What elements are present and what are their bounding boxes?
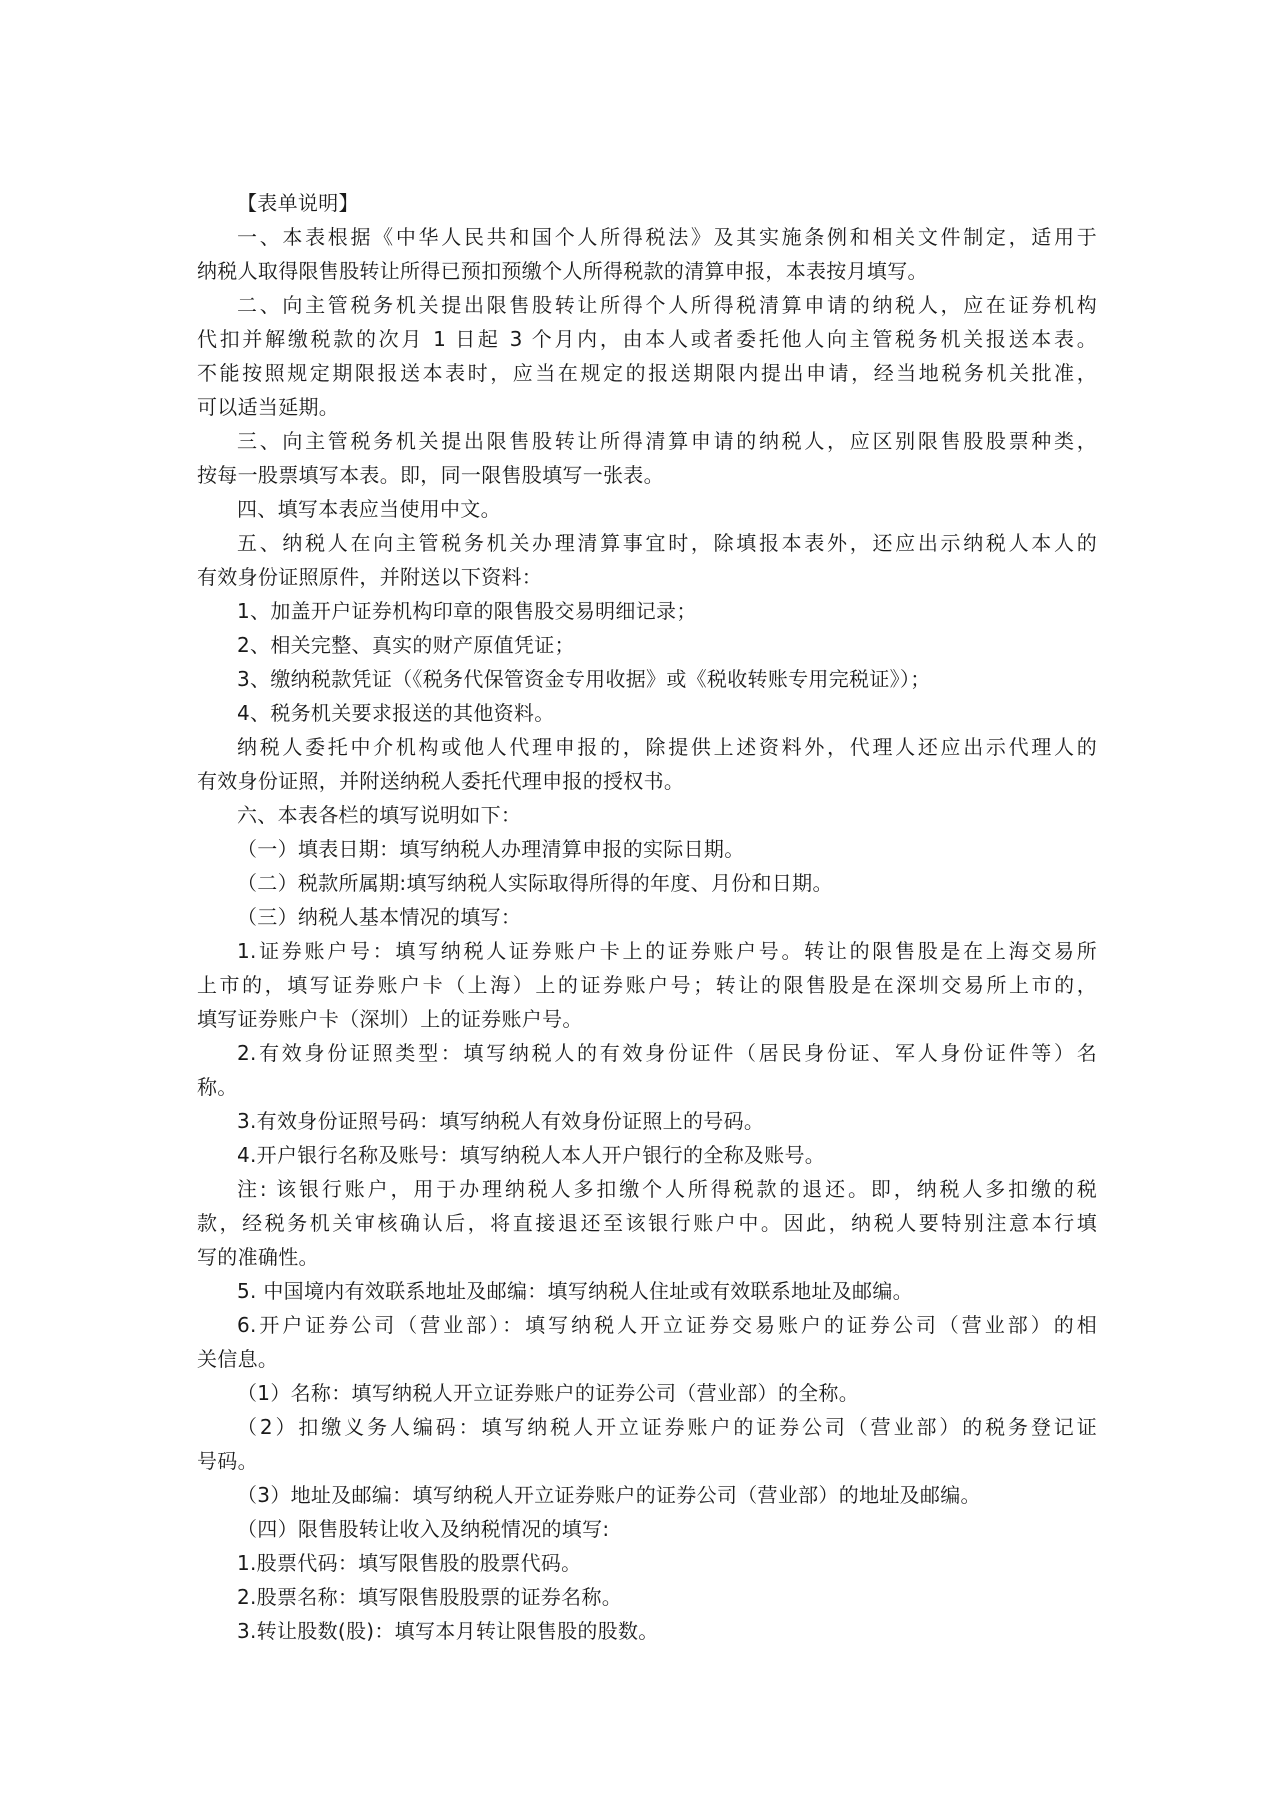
- text-line: 2.股票名称：填写限售股股票的证券名称。: [237, 1585, 623, 1609]
- text-line: 关信息。: [197, 1347, 279, 1371]
- text-line: （二）税款所属期:填写纳税人实际取得所得的年度、月份和日期。: [237, 871, 833, 895]
- text-line: 不能按照规定期限报送本表时，应当在规定的报送期限内提出申请，经当地税务机关批准，: [197, 361, 1097, 385]
- text-line: 6.开户证券公司（营业部）：填写纳税人开立证券交易账户的证券公司（营业部）的相: [237, 1313, 1097, 1337]
- text-line: 上市的，填写证券账户卡（上海）上的证券账户号；转让的限售股是在深圳交易所上市的，: [197, 973, 1097, 997]
- text-line: 3、缴纳税款凭证（《税务代保管资金专用收据》或《税收转账专用完税证》）；: [237, 667, 931, 691]
- text-line: 写的准确性。: [197, 1245, 319, 1269]
- text-line: 4.开户银行名称及账号：填写纳税人本人开户银行的全称及账号。: [237, 1143, 826, 1167]
- text-line: 纳税人取得限售股转让所得已预扣预缴个人所得税款的清算申报，本表按月填写。: [197, 259, 928, 283]
- text-line: 注: 该银行账户，用于办理纳税人多扣缴个人所得税款的退还。即，纳税人多扣缴的税: [237, 1177, 1097, 1201]
- text-line: （一）填表日期：填写纳税人办理清算申报的实际日期。: [237, 837, 745, 861]
- form-instructions-body: [197, 186, 1097, 1648]
- text-line: （四）限售股转让收入及纳税情况的填写:: [237, 1517, 610, 1541]
- text-line: 2.有效身份证照类型：填写纳税人的有效身份证件（居民身份证、军人身份证件等）名: [237, 1041, 1097, 1065]
- text-line: 有效身份证照原件，并附送以下资料：: [197, 565, 543, 589]
- text-line: 称。: [197, 1075, 238, 1099]
- text-line: 5. 中国境内有效联系地址及邮编：填写纳税人住址或有效联系地址及邮编。: [237, 1279, 913, 1303]
- text-line: 可以适当延期。: [197, 395, 340, 419]
- text-line: 号码。: [197, 1449, 258, 1473]
- text-line: 按每一股票填写本表。即，同一限售股填写一张表。: [197, 463, 664, 487]
- text-line: 4、税务机关要求报送的其他资料。: [237, 701, 555, 725]
- text-line: 1、加盖开户证券机构印章的限售股交易明细记录；: [237, 599, 697, 623]
- text-line: 2、相关完整、真实的财产原值凭证；: [237, 633, 575, 657]
- text-line: 四、填写本表应当使用中文。: [237, 497, 501, 521]
- text-line: 3.有效身份证照号码：填写纳税人有效身份证照上的号码。: [237, 1109, 765, 1133]
- text-line: （2）扣缴义务人编码：填写纳税人开立证券账户的证券公司（营业部）的税务登记证: [237, 1415, 1097, 1439]
- text-line: 款，经税务机关审核确认后，将直接退还至该银行账户中。因此，纳税人要特别注意本行填: [197, 1211, 1097, 1235]
- text-line: 3.转让股数(股)：填写本月转让限售股的股数。: [237, 1619, 659, 1643]
- text-line: 三、向主管税务机关提出限售股转让所得清算申请的纳税人，应区别限售股股票种类，: [237, 429, 1097, 453]
- text-line: 六、本表各栏的填写说明如下：: [237, 803, 522, 827]
- section-heading: 【表单说明】: [237, 191, 359, 215]
- text-line: 有效身份证照，并附送纳税人委托代理申报的授权书。: [197, 769, 685, 793]
- text-line: 1.股票代码：填写限售股的股票代码。: [237, 1551, 582, 1575]
- text-line: 一、本表根据《中华人民共和国个人所得税法》及其实施条例和相关文件制定，适用于: [237, 225, 1097, 249]
- text-line: 纳税人委托中介机构或他人代理申报的，除提供上述资料外，代理人还应出示代理人的: [237, 735, 1097, 759]
- text-line: （三）纳税人基本情况的填写：: [237, 905, 522, 929]
- text-line: 二、向主管税务机关提出限售股转让所得个人所得税清算申请的纳税人，应在证券机构: [237, 293, 1097, 317]
- text-line: 五、纳税人在向主管税务机关办理清算事宜时，除填报本表外，还应出示纳税人本人的: [237, 531, 1097, 555]
- text-line: （3）地址及邮编：填写纳税人开立证券账户的证券公司（营业部）的地址及邮编。: [237, 1483, 981, 1507]
- text-line: 1.证券账户号：填写纳税人证券账户卡上的证券账户号。转让的限售股是在上海交易所: [237, 939, 1097, 963]
- text-line: 代扣并解缴税款的次月 1 日起 3 个月内，由本人或者委托他人向主管税务机关报送本表。: [197, 327, 1097, 351]
- text-line: （1）名称：填写纳税人开立证券账户的证券公司（营业部）的全称。: [237, 1381, 860, 1405]
- text-line: 填写证券账户卡（深圳）上的证券账户号。: [197, 1007, 583, 1031]
